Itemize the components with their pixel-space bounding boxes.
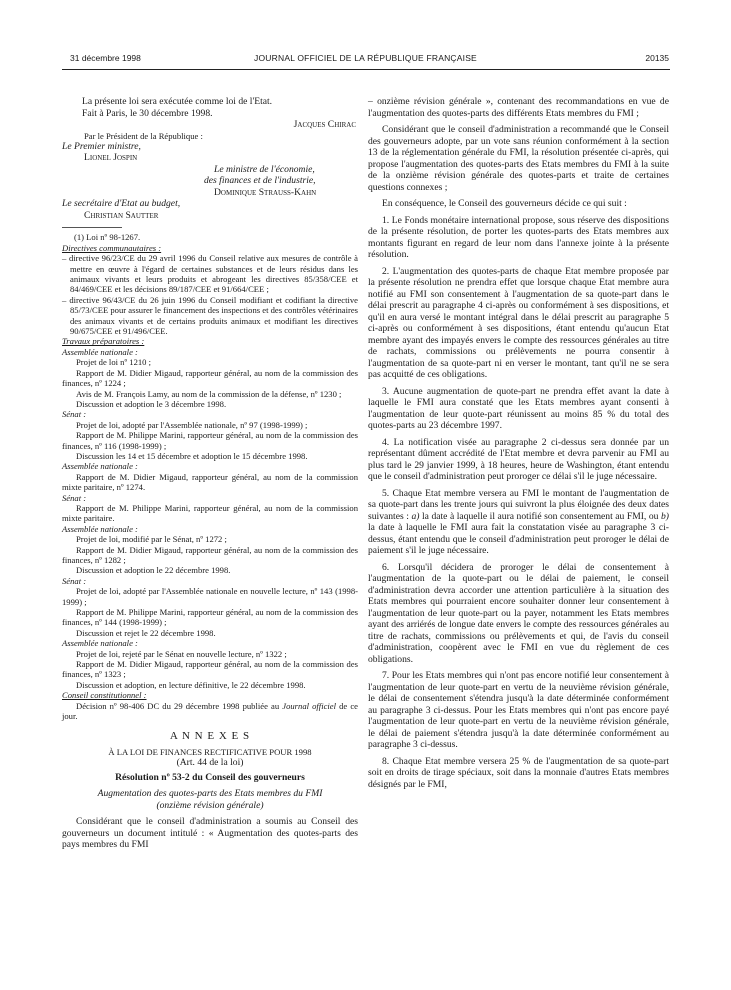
an1-line-1: Projet de loi nº 1210 ; — [76, 357, 151, 368]
annexes-article: (Art. 44 de la loi) — [176, 757, 244, 769]
sen1-heading: Sénat : — [62, 409, 87, 420]
an2-heading: Assemblée nationale : — [62, 461, 138, 472]
directive-1: – directive 96/23/CE du 29 avril 1996 du Conseil relative aux mesures de contrôle à mettre en œuvre à l'égard de certaines substances et de leurs résidus dans les animaux vivants et leurs produits et abrogeant les directives 85/358/CEE et 84/469/CEE et les décisions 89/187/CEE et 91/664/CEE ; — [62, 253, 358, 295]
sen1-line-2: Rapport de M. Philippe Marini, rapporteur général, au nom de la commission des finances, nº 116 (1998-1999) ; — [62, 430, 358, 451]
sen3-line-2: Rapport de M. Philippe Marini, rapporteur général, au nom de la commission des finances, nº 144 (1998-1999) ; — [62, 607, 358, 628]
an3-line-1: Projet de loi, modifié par le Sénat, nº 1272 ; — [76, 534, 227, 545]
directives-heading: Directives communautaires : — [62, 242, 162, 253]
right-paragraph-decide: En conséquence, le Conseil des gouverneurs décide ce qui suit : — [382, 198, 627, 209]
article-2: 2. L'augmentation des quotes-parts de chaque Etat membre proposée par la présente résolution ne prendra effet que lorsque chaque Etat membre aura notifié au FMI son consentement à l'augmentation de sa quote-part dans le délai prescrit au paragraphe 4 ci-après ou conformément à ses dispositions, et qu'il en aura versé le montant intégral dans le délai prescrit au paragraphe 5 ci-après ou conformément à ses dispositions, étant entendu qu'aucun Etat membre ayant des impayés envers le compte des ressources générales au titre de rachats, commissions ou prélèvements ne pourra consentir à l'augmentation de sa quote-part ni en verser le montant, tant qu'il ne se sera pas acquitté de ces obligations. — [368, 265, 669, 380]
an1-line-3: Avis de M. François Lamy, au nom de la commission de la défense, nº 1230 ; — [76, 388, 342, 399]
an1-line-4: Discussion et adoption le 3 décembre 1998. — [76, 398, 227, 409]
right-column — [368, 96, 669, 790]
header-title: JOURNAL OFFICIEL DE LA RÉPUBLIQUE FRANÇAISE — [254, 53, 477, 63]
an3-line-3: Discussion et adoption le 22 décembre 1998. — [76, 565, 231, 576]
secretary-title: Le secrétaire d'Etat au budget, — [62, 198, 181, 210]
right-paragraph-0: – onzième révision générale », contenant des recommandations en vue de l'augmentation des quotes-parts des différents Etats membres du FMI ; — [368, 96, 669, 119]
cc-decision — [62, 701, 358, 722]
an1-heading: Assemblée nationale : — [62, 346, 138, 357]
augmentation-title-1: Augmentation des quotes-parts des Etats membres du FMI — [97, 788, 323, 800]
article-5 — [368, 488, 669, 557]
fait-a-paris: Fait à Paris, le 30 décembre 1998. — [82, 107, 213, 119]
an4-heading: Assemblée nationale : — [62, 638, 138, 649]
sen3-heading: Sénat : — [62, 575, 87, 586]
an2-line-1: Rapport de M. Didier Migaud, rapporteur général, au nom de la commission mixte paritaire, nº 1274. — [62, 471, 358, 493]
minister-title-1: Le ministre de l'économie, — [214, 163, 315, 175]
left-column — [62, 96, 358, 851]
article-5-a: 5. Chaque Etat membre versera au FMI le montant de l'augmentation de sa quote-part dans les trente jours qui suivront la plus éloignée des deux dates suivantes : — [368, 487, 669, 522]
pm-title: Le Premier ministre, — [62, 140, 141, 152]
article-3: 3. Aucune augmentation de quote-part ne prendra effet avant la date à laquelle le FMI aura constaté que les Etats membres ayant consenti à l'augmentation de leur quote-part réunissent au moins 85 % du total des quotes-parts au 23 décembre 1997. — [368, 385, 669, 431]
right-paragraph-considerant-2: Considérant que le conseil d'administration a recommandé que le Conseil des gouverneurs adopte, par un vote sans réunion conformément à la section 13 de la réglementation générale du FMI, la résolution présentée ci-après, qui propose l'augmentation des quotes-parts des Etats membres du FMI à la suite de la onzième révision générale des quotes-parts et traite de certaines questions connexes ; — [368, 124, 669, 193]
page-header — [0, 53, 731, 69]
an1-line-2: Rapport de M. Didier Migaud, rapporteur général, au nom de la commission des finances, nº 1224 ; — [62, 367, 358, 389]
article-5-b: a) — [411, 510, 420, 522]
resolution-title: Résolution nº 53-2 du Conseil des gouverneurs — [115, 771, 305, 783]
an4-line-3: Discussion et adoption, en lecture définitive, le 22 décembre 1998. — [76, 679, 306, 690]
article-7: 7. Pour les Etats membres qui n'ont pas encore notifié leur consentement à l'augmentation de leur quote-part en vertu de la neuvième révision générale, le délai de consentement s'étendra jusqu'à la date déterminée conformément au paragraphe 3 ci-dessus. Pour les Etats membres qui n'ont pas encore payé l'augmentation de leur quote-part en vertu de la neuvième révision générale, le délai de paiement s'étendra jusqu'à la date déterminée conformément au paragraphe 3 ci-dessus. — [368, 670, 669, 750]
an4-line-1: Projet de loi, rejeté par le Sénat en nouvelle lecture, nº 1322 ; — [76, 648, 287, 659]
article-8: 8. Chaque Etat membre versera 25 % de l'augmentation de sa quote-part soit en droits de tirage spéciaux, soit dans la monnaie d'autres Etats membres désignés par le FMI, — [368, 755, 669, 790]
travaux-heading: Travaux préparatoires : — [62, 336, 145, 347]
article-6: 6. Lorsqu'il décidera de proroger le délai de consentement à l'augmentation de la quote-part ou le délai de paiement, le conseil d'administration devra accorder une attention particulière à la situation des Etats membres qui pourraient encore souhaiter donner leur consentement à l'augmentation de leur quote-part ou la payer, notamment les Etats membres ayant des arriérés de longue date envers le compte des ressources générales au titre de rachats, commissions ou prélèvements et qui, de l'avis du conseil d'administration, coopèrent avec le FMI en vue du règlement de ces obligations. — [368, 561, 669, 665]
an3-line-2: Rapport de M. Didier Migaud, rapporteur général, au nom de la commission des finances, nº 1282 ; — [62, 544, 358, 565]
footnotes — [62, 232, 358, 721]
footnote-law-number: (1) Loi nº 98-1267. — [74, 232, 141, 243]
an4-line-2: Rapport de M. Didier Migaud, rapporteur général, au nom de la commission des finances, nº 1323 ; — [62, 659, 358, 680]
article-5-e: la date à laquelle le FMI aura fait la constatation visée au paragraphe 3 ci-dessus, étant entendu que le conseil d'administration peut proroger le délai de paiement s'il le juge nécessaire. — [368, 522, 669, 556]
cc-journal-officiel: Journal officiel — [282, 700, 336, 711]
directive-2: – directive 96/43/CE du 26 juin 1996 du Conseil modifiant et codifiant la directive 85/73/CEE pour assurer le financement des inspections et des contrôles vétérinaires des animaux vivants et de certains produits animaux et modifiant les directives 90/675/CEE et 91/496/CEE. — [62, 294, 358, 337]
an3-heading: Assemblée nationale : — [62, 523, 138, 534]
president-signature: Jacques Chirac — [293, 119, 356, 130]
cc-decision-end: de ce jour. — [62, 700, 358, 722]
augmentation-title-2: (onzième révision générale) — [156, 799, 264, 811]
article-1: 1. Le Fonds monétaire international propose, sous réserve des dispositions de la présente résolution, de porter les quotes-parts des Etats membres aux montants figurant en regard de leur nom dans l'annexe jointe à la présente résolution. — [368, 214, 669, 260]
annexes-heading: A N N E X E S — [169, 729, 251, 742]
cc-decision-text: Décision nº 98-406 DC du 29 décembre 1998 publiée au — [76, 700, 283, 711]
pm-name: Lionel Jospin — [84, 152, 138, 164]
header-page-number: 20135 — [645, 53, 669, 63]
conseil-constitutionnel-heading: Conseil constitutionnel : — [62, 690, 147, 701]
header-date: 31 décembre 1998 — [70, 53, 141, 63]
considerant-1: Considérant que le conseil d'administration a soumis au Conseil des gouverneurs un document intitulé : « Augmentation des quotes-parts des pays membres du FMI — [62, 816, 358, 851]
secretary-name: Christian Sautter — [84, 209, 159, 221]
sen2-heading: Sénat : — [62, 492, 87, 503]
footnote-separator — [62, 227, 122, 228]
minister-title-2: des finances et de l'industrie, — [204, 175, 316, 187]
sen1-line-1: Projet de loi, adopté par l'Assemblée nationale, nº 97 (1998-1999) ; — [76, 419, 308, 430]
article-4: 4. La notification visée au paragraphe 2 ci-dessus sera donnée par un représentant dûment accrédité de l'Etat membre et devra parvenir au FMI au plus tard le 29 janvier 1999, à 18 heures, heure de Washington, étant entendu que le conseil d'administration peut proroger ce délai s'il le juge nécessaire. — [368, 436, 669, 482]
annexes-subtitle: À LA LOI DE FINANCES RECTIFICATIVE POUR 1998 — [108, 747, 312, 757]
sen1-line-3: Discussion les 14 et 15 décembre et adoption le 15 décembre 1998. — [76, 450, 308, 461]
article-5-d: b) — [661, 510, 669, 522]
header-rule — [62, 69, 670, 70]
sen3-line-3: Discussion et rejet le 22 décembre 1998. — [76, 627, 216, 638]
execution-clause: La présente loi sera exécutée comme loi de l'Etat. — [82, 96, 273, 107]
par-le-president: Par le Président de la République : — [84, 130, 203, 141]
sen3-line-1: Projet de loi, adopté par l'Assemblée nationale en nouvelle lecture, nº 143 (1998-1999) ; — [62, 586, 358, 607]
minister-name: Dominique Strauss-Kahn — [214, 186, 317, 198]
article-5-c: la date à laquelle il aura notifié son consentement au FMI, ou — [419, 510, 661, 522]
sen2-line-1: Rapport de M. Philippe Marini, rapporteur général, au nom de la commission mixte paritaire. — [62, 502, 358, 524]
